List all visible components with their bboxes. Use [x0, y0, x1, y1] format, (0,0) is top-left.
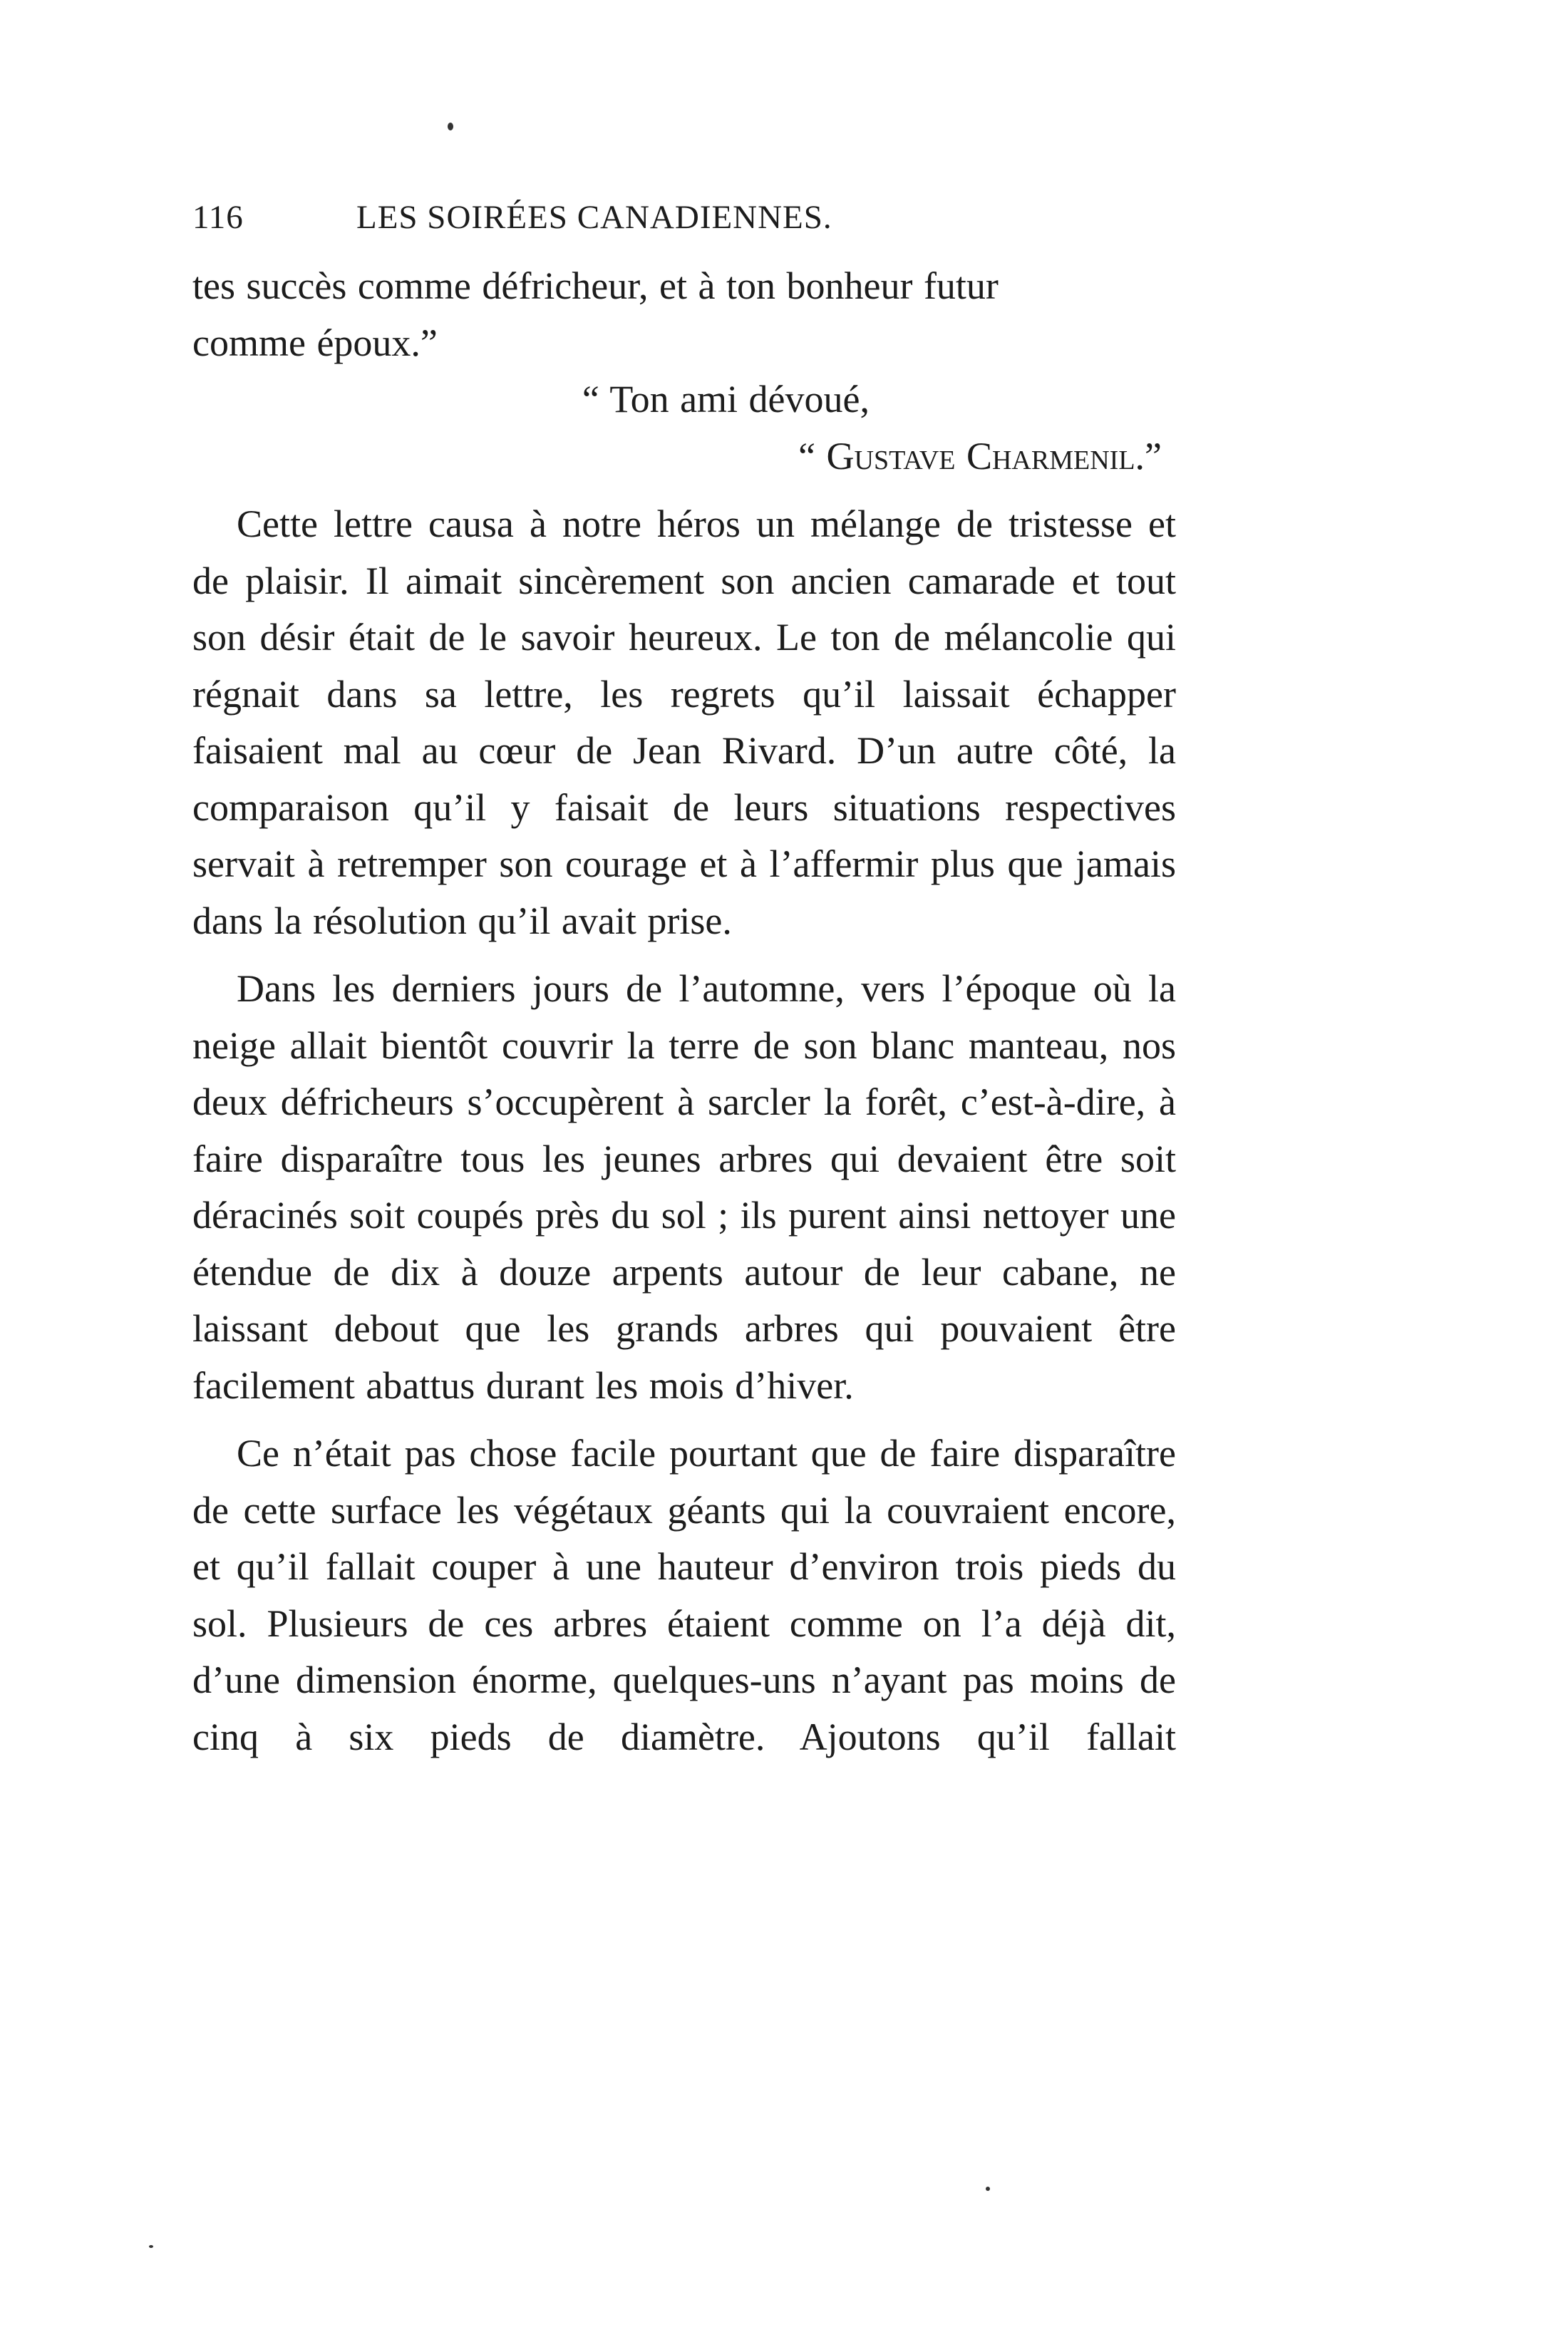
- ink-speck: [986, 2187, 990, 2191]
- ink-speck: [149, 2245, 153, 2248]
- letter-end-line-1: tes succès comme défricheur, et à ton bonheur futur: [192, 264, 999, 307]
- closing-signature: “ Gustave Charmenil.”: [798, 434, 1162, 478]
- book-page: [192, 192, 1176, 1765]
- page-number: 116: [192, 199, 244, 236]
- paragraph-3: Ce n’était pas chose facile pourtant que de faire disparaître de cette surface les végétaux géants qui la couvraient encore, et qu’il fallait couper à une hauteur d’environ trois pieds du sol. Plusieurs de ces arbres étaient comme on l’a déjà dit, d’une dimension énorme, quelques-uns n’ayant pas moins de cinq à six pieds de diamètre. Ajoutons qu’il fallait: [192, 1432, 1176, 1758]
- closing-salutation: “ Ton ami dévoué,: [582, 378, 870, 421]
- running-head: [192, 192, 1176, 242]
- page-text: [192, 258, 1176, 1765]
- letter-end-line-2: comme époux.”: [192, 321, 438, 364]
- running-title: LES SOIRÉES CANADIENNES.: [356, 199, 832, 236]
- ink-speck: [448, 123, 453, 130]
- paragraph-2: Dans les derniers jours de l’automne, vers l’époque où la neige allait bientôt couvrir la terre de son blanc manteau, nos deux défricheurs s’occupèrent à sarcler la forêt, c’est-à-dire, à faire disparaître tous les jeunes arbres qui devaient être soit déracinés soit coupés près du sol ; ils purent ainsi nettoyer une étendue de dix à douze arpents autour de leur cabane, ne laissant debout que les grands arbres qui pouvaient être facilement abattus durant les mois d’hiver.: [192, 967, 1176, 1407]
- letter-closing: [192, 371, 1176, 485]
- paragraph-1: Cette lettre causa à notre héros un mélange de tristesse et de plaisir. Il aimait sincèrement son ancien camarade et tout son désir était de le savoir heureux. Le ton de mélancolie qui régnait dans sa lettre, les regrets qu’il laissait échapper faisaient mal au cœur de Jean Rivard. D’un autre côté, la comparaison qu’il y faisait de leurs situations respectives servait à retremper son courage et à l’affermir plus que jamais dans la résolution qu’il avait prise.: [192, 502, 1176, 942]
- letter-end: [192, 258, 1176, 371]
